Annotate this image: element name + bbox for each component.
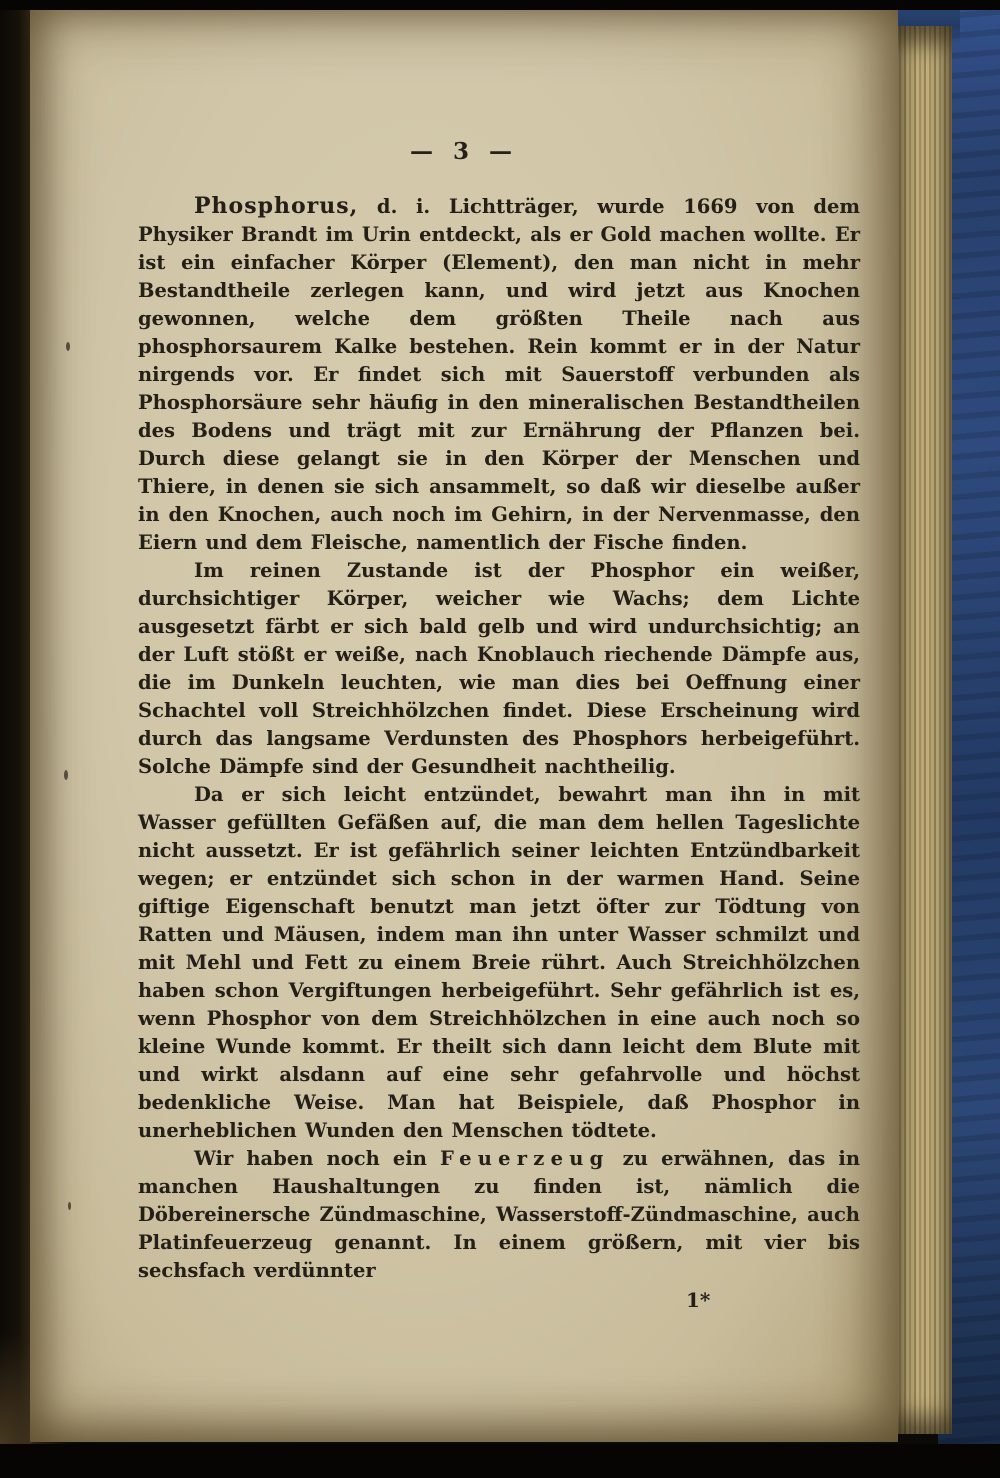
paragraph-dangers: Da er sich leicht entzündet, bewahrt man ihn in mit Wasser gefüllten Gefäßen auf, die man dem hellen Tageslichte nicht aussetzt. Er ist gefährlich seiner leichten Entzündbarkeit wegen; er entzündet sich schon in der warmen Hand. Seine giftige Eigenschaft benutzt man jetzt öfter zur Tödtung von Ratten und Mäusen, indem man ihn unter Wasser schmilzt und mit Mehl und Fett zu einem Breie rührt. Auch Streichhölzchen haben schon Vergiftungen herbeigeführt. Sehr gefährlich ist es, wenn Phosphor von dem Streichhölzchen in eine auch noch so kleine Wunde kommt. Er theilt sich dann leicht dem Blute mit und wirkt alsdann auf eine sehr gefahrvolle und höchst bedenkliche Weise. Man hat Beispiele, daß Phosphor in unerheblichen Wunden den Menschen tödtete.: [138, 783, 860, 1142]
paragraph-feuerzeug: [138, 1145, 860, 1285]
page-stack-edges: [896, 26, 952, 1434]
scan-artifact: [64, 770, 68, 780]
paragraph-text: zu erwähnen, das in manchen Haushaltungen zu finden ist, nämlich die Döbereinersche Zündmaschine, Wasserstoff-Zündmaschine, auch Platinfeuerzeug genannt. In einem größern, mit vier bis sechsfach verdünnter: [138, 1147, 860, 1282]
paragraph-phosphorus: [138, 192, 860, 557]
paragraph-text: d. i. Lichtträger, wurde 1669 von dem Physiker Brandt im Urin entdeckt, als er Gold machen wollte. Er ist ein einfacher Körper (Element), den man nicht in mehr Bestandtheile zerlegen kann, und wird jetzt aus Knochen gewonnen, welche dem größten Theile nach aus phosphorsaurem Kalke bestehen. Rein kommt er in der Natur nirgends vor. Er findet sich mit Sauerstoff verbunden als Phosphorsäure sehr häufig in den mineralischen Bestandtheilen des Bodens und trägt mit zur Ernährung der Pflanzen bei. Durch diese gelangt sie in den Körper der Menschen und Thiere, in denen sie sich ansammelt, so daß wir dieselbe außer in den Knochen, auch noch im Gehirn, in der Nervenmasse, den Eiern und dem Fleische, namentlich der Fische finden.: [138, 195, 860, 554]
paragraph-text: Wir haben noch ein: [194, 1147, 441, 1170]
scan-artifact: [66, 342, 70, 351]
book-page: [30, 10, 898, 1442]
emphasized-word: Feuerzeug: [440, 1147, 610, 1170]
scanner-frame-bottom: [0, 1444, 1000, 1478]
signature-mark: 1*: [686, 1288, 711, 1312]
scan-artifact: [68, 1202, 71, 1210]
paragraph-properties: Im reinen Zustande ist der Phosphor ein weißer, durchsichtiger Körper, weicher wie Wachs; dem Lichte ausgesetzt färbt er sich bald gelb und wird undurchsichtig; an der Luft stößt er weiße, nach Knoblauch riechende Dämpfe aus, die im Dunkeln leuchten, wie man dies bei Oeffnung einer Schachtel voll Streichhölzchen findet. Diese Erscheinung wird durch das langsame Verdunsten des Phosphors herbeigeführt. Solche Dämpfe sind der Gesundheit nachtheilig.: [138, 559, 860, 778]
paragraph-lead-word: Phosphorus,: [194, 193, 359, 219]
text-block: [138, 192, 860, 1314]
binding-gutter-shadow: [0, 0, 34, 1478]
scanner-frame-top: [0, 0, 1000, 10]
page-number: — 3 —: [409, 138, 519, 165]
